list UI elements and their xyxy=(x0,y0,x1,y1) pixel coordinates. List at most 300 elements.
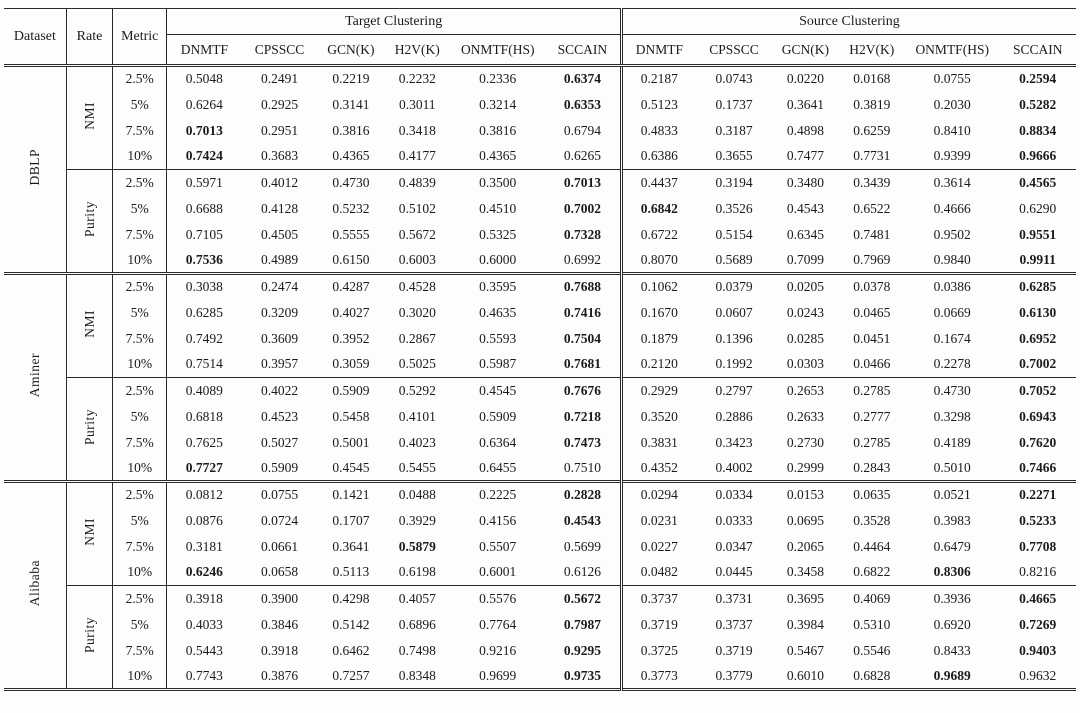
source-value-cell: 0.3983 xyxy=(933,512,971,528)
col-header-source-onmtfhs: ONMTF(HS) xyxy=(905,35,1000,66)
source-value-cell: 0.0695 xyxy=(786,512,824,528)
metric-label xyxy=(66,66,112,170)
source-value-cell: 0.4189 xyxy=(933,434,971,450)
target-value-cell: 0.7987 xyxy=(563,616,601,632)
source-value-cell: 0.7002 xyxy=(1019,356,1057,372)
source-value-cell: 0.3526 xyxy=(715,200,753,216)
target-value-cell: 0.5001 xyxy=(332,434,370,450)
target-value-cell: 0.7218 xyxy=(563,408,601,424)
source-value-cell: 0.0227 xyxy=(621,534,695,560)
dataset-label-text: Alibaba xyxy=(27,560,43,607)
target-value-cell: 0.7536 xyxy=(185,251,223,267)
target-value-cell: 0.5025 xyxy=(398,356,436,372)
source-value-cell: 0.6952 xyxy=(1019,330,1057,346)
source-value-cell: 0.8070 xyxy=(621,248,695,274)
target-value-cell: 0.2491 xyxy=(260,71,299,87)
table-row xyxy=(4,144,1076,170)
source-value-cell: 0.4565 xyxy=(999,170,1076,196)
rate-cell: 7.5% xyxy=(113,430,167,456)
source-value-cell: 0.0743 xyxy=(715,71,753,87)
target-value-cell: 0.3020 xyxy=(398,304,436,320)
source-value-cell: 0.4665 xyxy=(999,586,1076,612)
target-value-cell: 0.4012 xyxy=(241,170,317,196)
target-value-cell: 0.0876 xyxy=(185,512,223,528)
target-value-cell: 0.0661 xyxy=(260,538,299,554)
source-value-cell: 0.5233 xyxy=(1019,512,1057,528)
rate-cell: 5% xyxy=(113,404,167,430)
source-value-cell: 0.0521 xyxy=(905,482,1000,508)
target-value-cell: 0.7510 xyxy=(563,459,601,475)
col-header-source-cpsscc: CPSSCC xyxy=(696,35,772,66)
source-value-cell: 0.7466 xyxy=(1019,459,1057,475)
table-row xyxy=(4,638,1076,664)
source-value-cell: 0.6522 xyxy=(853,200,891,216)
source-value-cell: 0.3773 xyxy=(621,664,695,690)
source-value-cell: 0.9840 xyxy=(933,251,971,267)
source-value-cell: 0.6259 xyxy=(853,122,891,138)
source-value-cell: 0.6943 xyxy=(1019,408,1057,424)
target-value-cell: 0.4635 xyxy=(479,304,517,320)
header-row-groups xyxy=(4,9,1076,35)
source-value-cell: 0.9689 xyxy=(933,667,971,683)
table-row xyxy=(4,118,1076,144)
target-value-cell: 0.6003 xyxy=(398,251,436,267)
source-value-cell: 0.9399 xyxy=(933,148,971,164)
source-value-cell: 0.1992 xyxy=(715,356,753,372)
target-value-cell: 0.4730 xyxy=(318,170,384,196)
col-header-metric: Metric xyxy=(113,9,167,66)
rate-cell: 2.5% xyxy=(113,274,167,300)
col-header-source-gcnk: GCN(K) xyxy=(772,35,838,66)
target-value-cell: 0.4156 xyxy=(479,512,517,528)
source-value-cell: 0.5689 xyxy=(715,251,753,267)
target-value-cell: 0.3683 xyxy=(260,148,299,164)
target-value-cell: 0.3929 xyxy=(398,512,436,528)
source-value-cell: 0.7052 xyxy=(999,378,1076,404)
target-value-cell: 0.2336 xyxy=(479,71,517,87)
source-value-cell: 0.0205 xyxy=(772,274,838,300)
source-value-cell: 0.2929 xyxy=(621,378,695,404)
target-value-cell: 0.5027 xyxy=(260,434,299,450)
target-value-cell: 0.3214 xyxy=(479,96,517,112)
source-value-cell: 0.2785 xyxy=(853,434,891,450)
source-value-cell: 0.6130 xyxy=(1019,304,1057,320)
source-value-cell: 0.7099 xyxy=(786,251,824,267)
rate-cell: 10% xyxy=(113,560,167,586)
source-value-cell: 0.2065 xyxy=(786,538,824,554)
target-value-cell: 0.5909 xyxy=(260,459,299,475)
target-value-cell: 0.4022 xyxy=(241,378,317,404)
rate-cell: 5% xyxy=(113,508,167,534)
target-value-cell: 0.3918 xyxy=(260,642,299,658)
target-value-cell: 0.4177 xyxy=(398,148,436,164)
source-value-cell: 0.0607 xyxy=(715,304,753,320)
source-value-cell: 0.3458 xyxy=(786,564,824,580)
source-value-cell: 0.6345 xyxy=(786,226,824,242)
table-row xyxy=(4,274,1076,300)
source-value-cell: 0.3731 xyxy=(696,586,772,612)
rate-cell: 5% xyxy=(113,612,167,638)
source-value-cell: 0.2999 xyxy=(786,459,824,475)
source-value-cell: 0.3480 xyxy=(772,170,838,196)
target-value-cell: 0.5232 xyxy=(332,200,370,216)
source-value-cell: 0.8216 xyxy=(1019,564,1057,580)
target-value-cell: 0.6688 xyxy=(185,200,223,216)
source-value-cell: 0.0635 xyxy=(839,482,905,508)
target-value-cell: 0.2828 xyxy=(545,482,621,508)
target-value-cell: 0.3500 xyxy=(450,170,545,196)
target-value-cell: 0.5507 xyxy=(479,538,517,554)
target-value-cell: 0.2219 xyxy=(332,71,370,87)
target-value-cell: 0.5048 xyxy=(185,71,223,87)
target-value-cell: 0.3059 xyxy=(332,356,370,372)
target-value-cell: 0.2867 xyxy=(398,330,436,346)
target-value-cell: 0.6364 xyxy=(479,434,517,450)
target-value-cell: 0.7625 xyxy=(185,434,223,450)
metric-label-text: NMI xyxy=(81,310,97,338)
source-value-cell: 0.8834 xyxy=(1019,122,1057,138)
table-body xyxy=(4,66,1076,690)
target-value-cell: 0.2232 xyxy=(398,71,436,87)
dataset-label xyxy=(4,482,66,690)
target-value-cell: 0.7416 xyxy=(563,304,601,320)
source-value-cell: 0.3423 xyxy=(715,434,753,450)
target-value-cell: 0.6374 xyxy=(563,71,601,87)
target-value-cell: 0.5292 xyxy=(384,378,450,404)
source-value-cell: 0.3439 xyxy=(839,170,905,196)
target-value-cell: 0.6150 xyxy=(332,251,370,267)
source-value-cell: 0.0669 xyxy=(933,304,971,320)
target-value-cell: 0.6001 xyxy=(479,564,517,580)
target-value-cell: 0.9216 xyxy=(479,642,517,658)
source-value-cell: 0.8410 xyxy=(933,122,971,138)
dataset-label xyxy=(4,66,66,274)
rate-cell: 10% xyxy=(113,456,167,482)
rate-cell: 2.5% xyxy=(113,378,167,404)
source-value-cell: 0.3719 xyxy=(715,642,753,658)
source-value-cell: 0.2030 xyxy=(933,96,971,112)
target-value-cell: 0.0658 xyxy=(260,564,299,580)
table-row xyxy=(4,300,1076,326)
target-value-cell: 0.5672 xyxy=(398,226,436,242)
target-value-cell: 0.2925 xyxy=(260,96,299,112)
target-value-cell: 0.4365 xyxy=(479,148,517,164)
target-value-cell: 0.2474 xyxy=(241,274,317,300)
target-value-cell: 0.6818 xyxy=(185,408,223,424)
source-value-cell: 0.0153 xyxy=(772,482,838,508)
rate-cell: 10% xyxy=(113,352,167,378)
source-value-cell: 0.2271 xyxy=(999,482,1076,508)
source-value-cell: 0.5546 xyxy=(853,642,891,658)
target-value-cell: 0.6126 xyxy=(563,564,601,580)
source-value-cell: 0.5467 xyxy=(786,642,824,658)
target-value-cell: 0.2225 xyxy=(450,482,545,508)
rate-cell: 7.5% xyxy=(113,222,167,248)
source-value-cell: 0.7731 xyxy=(853,148,891,164)
target-value-cell: 0.3609 xyxy=(260,330,299,346)
target-value-cell: 0.4057 xyxy=(384,586,450,612)
source-value-cell: 0.0294 xyxy=(621,482,695,508)
source-value-cell: 0.3614 xyxy=(905,170,1000,196)
target-value-cell: 0.4545 xyxy=(332,459,370,475)
source-value-cell: 0.2785 xyxy=(839,378,905,404)
source-value-cell: 0.0386 xyxy=(905,274,1000,300)
source-value-cell: 0.9632 xyxy=(1019,667,1057,683)
target-value-cell: 0.5971 xyxy=(167,170,241,196)
source-value-cell: 0.9911 xyxy=(1019,251,1056,267)
source-value-cell: 0.0466 xyxy=(853,356,891,372)
source-value-cell: 0.6920 xyxy=(933,616,971,632)
source-value-cell: 0.8433 xyxy=(933,642,971,658)
source-value-cell: 0.2594 xyxy=(1019,71,1057,87)
source-value-cell: 0.2843 xyxy=(853,459,891,475)
source-value-cell: 0.3737 xyxy=(621,586,695,612)
source-value-cell: 0.3779 xyxy=(715,667,753,683)
col-header-target-sccain: SCCAIN xyxy=(545,35,621,66)
dataset-label xyxy=(4,274,66,482)
source-value-cell: 0.1674 xyxy=(933,330,971,346)
source-value-cell: 0.5310 xyxy=(853,616,891,632)
target-value-cell: 0.3038 xyxy=(167,274,241,300)
source-value-cell: 0.2187 xyxy=(621,66,695,92)
target-value-cell: 0.3900 xyxy=(241,586,317,612)
rate-cell: 7.5% xyxy=(113,326,167,352)
source-value-cell: 0.2886 xyxy=(715,408,753,424)
metric-label xyxy=(66,378,112,482)
source-value-cell: 0.3194 xyxy=(696,170,772,196)
target-value-cell: 0.4989 xyxy=(260,251,299,267)
target-value-cell: 0.6265 xyxy=(563,148,601,164)
table-row xyxy=(4,586,1076,612)
rate-cell: 7.5% xyxy=(113,118,167,144)
target-value-cell: 0.7424 xyxy=(185,148,223,164)
target-value-cell: 0.3595 xyxy=(450,274,545,300)
table-header xyxy=(4,9,1076,66)
target-value-cell: 0.4528 xyxy=(384,274,450,300)
table-row xyxy=(4,248,1076,274)
source-value-cell: 0.4833 xyxy=(621,118,695,144)
target-value-cell: 0.7257 xyxy=(332,667,370,683)
target-value-cell: 0.3876 xyxy=(260,667,299,683)
target-value-cell: 0.7743 xyxy=(185,667,223,683)
target-value-cell: 0.5142 xyxy=(332,616,370,632)
source-value-cell: 0.3984 xyxy=(786,616,824,632)
col-header-target-onmtfhs: ONMTF(HS) xyxy=(450,35,545,66)
source-value-cell: 0.2120 xyxy=(621,352,695,378)
table-row xyxy=(4,352,1076,378)
source-value-cell: 0.3725 xyxy=(621,638,695,664)
target-value-cell: 0.7013 xyxy=(545,170,621,196)
target-value-cell: 0.5909 xyxy=(318,378,384,404)
source-value-cell: 0.4002 xyxy=(715,459,753,475)
target-value-cell: 0.7002 xyxy=(563,200,601,216)
source-value-cell: 0.5010 xyxy=(933,459,971,475)
target-value-cell: 0.0724 xyxy=(260,512,299,528)
col-header-source-h2vk: H2V(K) xyxy=(839,35,905,66)
target-value-cell: 0.7013 xyxy=(185,122,223,138)
target-value-cell: 0.0812 xyxy=(167,482,241,508)
rate-cell: 5% xyxy=(113,196,167,222)
target-value-cell: 0.5699 xyxy=(563,538,601,554)
dataset-label-text: Aminer xyxy=(27,353,43,398)
target-value-cell: 0.4128 xyxy=(260,200,299,216)
target-value-cell: 0.5443 xyxy=(185,642,223,658)
source-value-cell: 0.9403 xyxy=(1019,642,1057,658)
metric-label xyxy=(66,482,112,586)
table-row xyxy=(4,92,1076,118)
target-value-cell: 0.5909 xyxy=(479,408,517,424)
source-value-cell: 0.9551 xyxy=(1019,226,1057,242)
target-value-cell: 0.6896 xyxy=(398,616,436,632)
target-value-cell: 0.4027 xyxy=(332,304,370,320)
metric-label-text: NMI xyxy=(81,518,97,546)
source-value-cell: 0.0347 xyxy=(715,538,753,554)
source-value-cell: 0.0231 xyxy=(621,508,695,534)
target-value-cell: 0.0488 xyxy=(384,482,450,508)
col-header-source-sccain: SCCAIN xyxy=(999,35,1076,66)
target-value-cell: 0.4033 xyxy=(185,616,223,632)
source-value-cell: 0.0379 xyxy=(696,274,772,300)
target-value-cell: 0.6000 xyxy=(479,251,517,267)
table-row xyxy=(4,612,1076,638)
target-value-cell: 0.5987 xyxy=(479,356,517,372)
target-value-cell: 0.5113 xyxy=(332,564,370,580)
metric-label-text: NMI xyxy=(81,102,97,130)
table-row xyxy=(4,222,1076,248)
target-value-cell: 0.4089 xyxy=(167,378,241,404)
table-row xyxy=(4,326,1076,352)
rate-cell: 5% xyxy=(113,92,167,118)
source-value-cell: 0.0451 xyxy=(853,330,891,346)
table-row xyxy=(4,560,1076,586)
target-value-cell: 0.5102 xyxy=(398,200,436,216)
source-value-cell: 0.1670 xyxy=(621,300,695,326)
target-value-cell: 0.6455 xyxy=(479,459,517,475)
source-value-cell: 0.5282 xyxy=(1019,96,1057,112)
target-value-cell: 0.3918 xyxy=(167,586,241,612)
target-value-cell: 0.3641 xyxy=(332,538,370,554)
source-value-cell: 0.1879 xyxy=(621,326,695,352)
rate-cell: 10% xyxy=(113,248,167,274)
source-value-cell: 0.0378 xyxy=(839,274,905,300)
table-row xyxy=(4,378,1076,404)
source-value-cell: 0.3695 xyxy=(772,586,838,612)
source-value-cell: 0.4069 xyxy=(839,586,905,612)
rate-cell: 2.5% xyxy=(113,170,167,196)
col-header-target-h2vk: H2V(K) xyxy=(384,35,450,66)
table-row xyxy=(4,196,1076,222)
source-value-cell: 0.3831 xyxy=(621,430,695,456)
target-value-cell: 0.7492 xyxy=(185,330,223,346)
metric-label xyxy=(66,586,112,690)
target-value-cell: 0.4023 xyxy=(398,434,436,450)
target-value-cell: 0.7328 xyxy=(563,226,601,242)
target-value-cell: 0.9735 xyxy=(563,667,601,683)
col-header-dataset: Dataset xyxy=(4,9,66,66)
source-value-cell: 0.3528 xyxy=(853,512,891,528)
metric-label xyxy=(66,170,112,274)
source-value-cell: 0.6828 xyxy=(853,667,891,683)
col-header-rate: Rate xyxy=(66,9,112,66)
col-group-target-clustering: Target Clustering xyxy=(167,9,622,35)
target-value-cell: 0.3816 xyxy=(479,122,517,138)
metric-label xyxy=(66,274,112,378)
source-value-cell: 0.7708 xyxy=(1019,538,1057,554)
target-value-cell: 0.8348 xyxy=(398,667,436,683)
target-value-cell: 0.6198 xyxy=(398,564,436,580)
rate-cell: 2.5% xyxy=(113,482,167,508)
source-value-cell: 0.3187 xyxy=(715,122,753,138)
target-value-cell: 0.4298 xyxy=(318,586,384,612)
results-table xyxy=(4,8,1076,691)
target-value-cell: 0.4510 xyxy=(479,200,517,216)
source-value-cell: 0.4543 xyxy=(786,200,824,216)
target-value-cell: 0.3816 xyxy=(332,122,370,138)
source-value-cell: 0.6010 xyxy=(786,667,824,683)
col-header-target-cpsscc: CPSSCC xyxy=(241,35,317,66)
source-value-cell: 0.9666 xyxy=(1019,148,1057,164)
table-row xyxy=(4,534,1076,560)
target-value-cell: 0.3957 xyxy=(260,356,299,372)
source-value-cell: 0.0303 xyxy=(786,356,824,372)
source-value-cell: 0.6722 xyxy=(621,222,695,248)
target-value-cell: 0.3846 xyxy=(260,616,299,632)
target-value-cell: 0.7681 xyxy=(563,356,601,372)
table-row xyxy=(4,482,1076,508)
source-value-cell: 0.0168 xyxy=(853,71,891,87)
target-value-cell: 0.3011 xyxy=(398,96,436,112)
source-value-cell: 0.2653 xyxy=(772,378,838,404)
target-value-cell: 0.7764 xyxy=(479,616,517,632)
target-value-cell: 0.0755 xyxy=(241,482,317,508)
source-value-cell: 0.6842 xyxy=(621,196,695,222)
target-value-cell: 0.6794 xyxy=(563,122,601,138)
table-row xyxy=(4,404,1076,430)
target-value-cell: 0.3209 xyxy=(260,304,299,320)
source-value-cell: 0.2633 xyxy=(786,408,824,424)
table-row xyxy=(4,66,1076,92)
target-value-cell: 0.7727 xyxy=(185,459,223,475)
target-value-cell: 0.7688 xyxy=(545,274,621,300)
table-row xyxy=(4,456,1076,482)
dataset-label-text: DBLP xyxy=(27,149,43,186)
source-value-cell: 0.5123 xyxy=(621,92,695,118)
source-value-cell: 0.6285 xyxy=(999,274,1076,300)
metric-label-text: Purity xyxy=(81,408,97,445)
source-value-cell: 0.0465 xyxy=(853,304,891,320)
target-value-cell: 0.5576 xyxy=(450,586,545,612)
col-header-source-dnmtf: DNMTF xyxy=(621,35,695,66)
source-value-cell: 0.2730 xyxy=(786,434,824,450)
target-value-cell: 0.5593 xyxy=(479,330,517,346)
target-value-cell: 0.6246 xyxy=(185,564,223,580)
target-value-cell: 0.6462 xyxy=(332,642,370,658)
source-value-cell: 0.0285 xyxy=(786,330,824,346)
target-value-cell: 0.6285 xyxy=(185,304,223,320)
target-value-cell: 0.7514 xyxy=(185,356,223,372)
source-value-cell: 0.3298 xyxy=(933,408,971,424)
target-value-cell: 0.1421 xyxy=(318,482,384,508)
target-value-cell: 0.4505 xyxy=(260,226,299,242)
source-value-cell: 0.0333 xyxy=(715,512,753,528)
source-value-cell: 0.0755 xyxy=(933,71,971,87)
source-value-cell: 0.7477 xyxy=(786,148,824,164)
target-value-cell: 0.9295 xyxy=(563,642,601,658)
source-value-cell: 0.6290 xyxy=(1019,200,1057,216)
source-value-cell: 0.6386 xyxy=(621,144,695,170)
target-value-cell: 0.5879 xyxy=(398,538,436,554)
source-value-cell: 0.3819 xyxy=(853,96,891,112)
